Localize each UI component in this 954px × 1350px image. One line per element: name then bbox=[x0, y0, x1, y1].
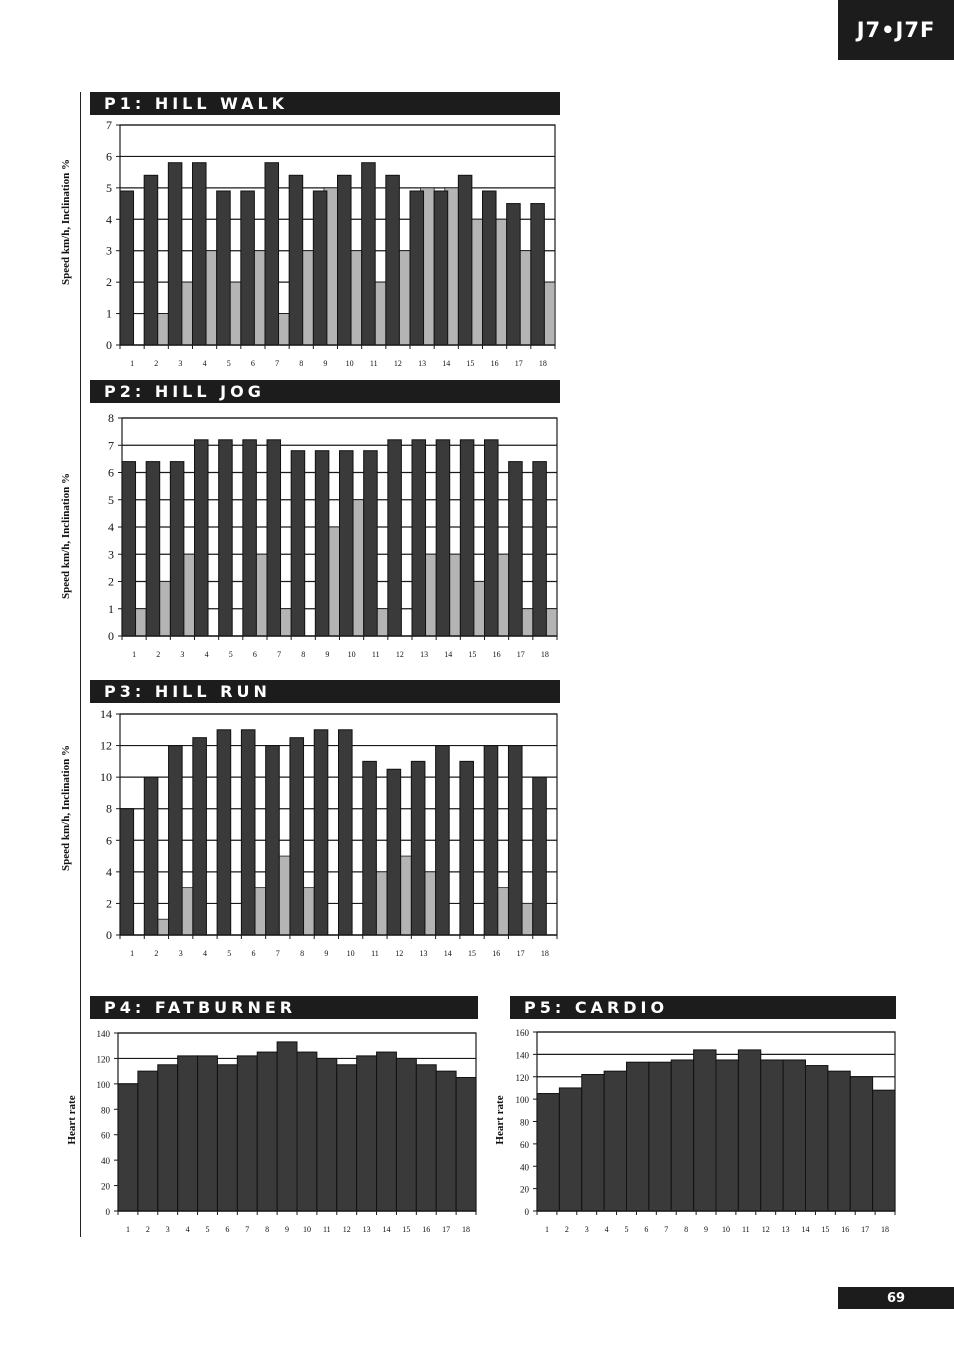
x-tick-label: 11 bbox=[741, 1225, 750, 1234]
x-tick-label: 6 bbox=[250, 359, 255, 368]
x-tick-label: 13 bbox=[420, 650, 429, 659]
y-tick-label: 12 bbox=[100, 738, 112, 753]
x-tick-label: 3 bbox=[584, 1225, 589, 1234]
x-tick-label: 11 bbox=[371, 650, 380, 659]
y-tick-label: 2 bbox=[106, 275, 112, 290]
y-tick-label: 1 bbox=[108, 601, 114, 616]
x-tick-label: 11 bbox=[322, 1225, 331, 1234]
x-tick-label: 8 bbox=[299, 359, 304, 368]
bar-heart-rate bbox=[806, 1066, 828, 1211]
y-tick-label: 140 bbox=[96, 1029, 110, 1039]
x-tick-label: 14 bbox=[443, 949, 452, 958]
y-tick-label: 100 bbox=[96, 1079, 110, 1090]
chart-title-p5: P5: CARDIO bbox=[510, 996, 896, 1019]
y-tick-label: 0 bbox=[524, 1207, 529, 1217]
x-tick-label: 10 bbox=[346, 949, 355, 958]
y-tick-label: 5 bbox=[108, 492, 114, 507]
y-tick-label: 1 bbox=[106, 306, 112, 321]
x-tick-label: 11 bbox=[369, 359, 378, 368]
x-tick-label: 4 bbox=[202, 949, 207, 958]
x-tick-label: 7 bbox=[275, 949, 280, 958]
x-tick-label: 4 bbox=[204, 650, 209, 659]
x-tick-label: 3 bbox=[165, 1225, 170, 1234]
x-tick-label: 6 bbox=[644, 1225, 649, 1234]
x-tick-label: 3 bbox=[178, 949, 183, 958]
x-tick-label: 16 bbox=[492, 949, 501, 958]
x-tick-label: 7 bbox=[245, 1225, 250, 1234]
y-tick-label: 40 bbox=[520, 1162, 529, 1173]
x-tick-label: 7 bbox=[275, 359, 280, 368]
y-tick-label: 100 bbox=[515, 1095, 529, 1106]
x-tick-label: 11 bbox=[371, 949, 379, 958]
x-tick-label: 14 bbox=[382, 1225, 391, 1234]
x-tick-label: 16 bbox=[490, 359, 499, 368]
x-tick-label: 13 bbox=[418, 359, 427, 368]
x-tick-label: 10 bbox=[345, 359, 354, 368]
x-tick-label: 1 bbox=[130, 359, 135, 368]
x-tick-label: 17 bbox=[516, 949, 525, 958]
x-tick-label: 7 bbox=[664, 1225, 669, 1234]
bar-heart-rate bbox=[716, 1060, 738, 1211]
x-tick-label: 15 bbox=[468, 949, 477, 958]
x-tick-label: 10 bbox=[347, 650, 356, 659]
x-tick-label: 9 bbox=[704, 1225, 709, 1234]
x-tick-label: 2 bbox=[154, 949, 159, 958]
x-tick-label: 2 bbox=[154, 359, 159, 368]
x-tick-label: 13 bbox=[419, 949, 428, 958]
x-tick-label: 12 bbox=[395, 949, 404, 958]
y-tick-label: 3 bbox=[108, 547, 114, 562]
y-tick-label: 140 bbox=[515, 1050, 529, 1061]
y-tick-label: 40 bbox=[101, 1156, 110, 1167]
y-tick-label: 6 bbox=[106, 833, 112, 848]
x-tick-label: 5 bbox=[226, 359, 231, 368]
x-tick-label: 8 bbox=[265, 1225, 270, 1234]
x-tick-label: 3 bbox=[180, 650, 185, 659]
y-tick-label: 4 bbox=[106, 864, 112, 879]
x-tick-label: 12 bbox=[342, 1225, 351, 1234]
x-tick-label: 1 bbox=[132, 650, 137, 659]
y-axis-label-p3: Speed km/h, Inclination % bbox=[60, 745, 72, 871]
chart-title-p3: P3: HILL RUN bbox=[90, 680, 560, 703]
x-tick-label: 18 bbox=[538, 359, 547, 368]
x-tick-label: 6 bbox=[251, 949, 256, 958]
y-tick-label: 60 bbox=[101, 1130, 110, 1141]
y-tick-label: 0 bbox=[108, 629, 114, 643]
x-tick-label: 17 bbox=[442, 1225, 451, 1234]
x-tick-label: 15 bbox=[466, 359, 475, 368]
x-tick-label: 17 bbox=[861, 1225, 870, 1234]
x-tick-label: 14 bbox=[801, 1225, 810, 1234]
x-tick-label: 18 bbox=[881, 1225, 890, 1234]
x-tick-label: 4 bbox=[604, 1225, 609, 1234]
page-number: 69 bbox=[838, 1287, 954, 1309]
x-tick-label: 3 bbox=[178, 359, 183, 368]
x-tick-label: 18 bbox=[540, 949, 549, 958]
x-tick-label: 4 bbox=[185, 1225, 190, 1234]
y-tick-label: 2 bbox=[106, 896, 112, 911]
bar-heart-rate bbox=[850, 1077, 872, 1211]
x-tick-label: 6 bbox=[252, 650, 257, 659]
x-tick-label: 9 bbox=[285, 1225, 290, 1234]
bar-heart-rate bbox=[828, 1071, 850, 1211]
x-tick-label: 5 bbox=[227, 949, 232, 958]
y-tick-label: 5 bbox=[106, 180, 112, 195]
chart-title-p1: P1: HILL WALK bbox=[90, 92, 560, 115]
x-tick-label: 16 bbox=[841, 1225, 850, 1234]
x-tick-label: 13 bbox=[362, 1225, 371, 1234]
y-tick-label: 2 bbox=[108, 574, 114, 589]
bar-heart-rate bbox=[761, 1060, 783, 1211]
x-tick-label: 4 bbox=[202, 359, 207, 368]
x-tick-label: 12 bbox=[761, 1225, 770, 1234]
x-tick-label: 14 bbox=[442, 359, 451, 368]
y-tick-label: 6 bbox=[108, 465, 114, 480]
x-tick-label: 1 bbox=[130, 949, 135, 958]
y-tick-label: 80 bbox=[101, 1105, 110, 1116]
x-tick-label: 17 bbox=[516, 650, 525, 659]
x-tick-label: 8 bbox=[684, 1225, 689, 1234]
x-tick-label: 9 bbox=[325, 650, 330, 659]
y-tick-label: 20 bbox=[520, 1184, 529, 1195]
y-tick-label: 20 bbox=[101, 1181, 110, 1192]
x-tick-label: 17 bbox=[514, 359, 523, 368]
y-tick-label: 8 bbox=[106, 801, 112, 816]
x-tick-label: 14 bbox=[444, 650, 453, 659]
bar-heart-rate bbox=[627, 1062, 649, 1211]
y-tick-label: 0 bbox=[105, 1207, 110, 1217]
y-tick-label: 7 bbox=[106, 118, 112, 132]
bar-heart-rate bbox=[559, 1088, 581, 1211]
bar-heart-rate bbox=[694, 1050, 716, 1211]
x-tick-label: 9 bbox=[323, 359, 328, 368]
x-tick-label: 16 bbox=[422, 1225, 431, 1234]
y-tick-label: 14 bbox=[100, 707, 112, 721]
x-tick-label: 1 bbox=[544, 1225, 549, 1234]
x-tick-label: 5 bbox=[205, 1225, 210, 1234]
y-axis-label-p4: Heart rate bbox=[66, 1095, 78, 1145]
x-tick-label: 15 bbox=[821, 1225, 830, 1234]
bar-heart-rate bbox=[738, 1050, 760, 1211]
bar-heart-rate bbox=[873, 1090, 895, 1211]
y-tick-label: 120 bbox=[96, 1054, 110, 1065]
x-tick-label: 1 bbox=[125, 1225, 130, 1234]
y-tick-label: 80 bbox=[520, 1117, 529, 1128]
chart-title-p4: P4: FATBURNER bbox=[90, 996, 478, 1019]
x-tick-label: 2 bbox=[156, 650, 161, 659]
x-tick-label: 12 bbox=[395, 650, 404, 659]
x-tick-label: 2 bbox=[564, 1225, 569, 1234]
x-tick-label: 12 bbox=[393, 359, 402, 368]
model-tab: J7•J7F bbox=[838, 0, 954, 60]
x-tick-label: 7 bbox=[277, 650, 282, 659]
y-axis-label-p5: Heart rate bbox=[494, 1095, 506, 1145]
y-tick-label: 3 bbox=[106, 243, 112, 258]
x-tick-label: 13 bbox=[781, 1225, 790, 1234]
y-tick-label: 10 bbox=[100, 770, 112, 785]
x-tick-label: 5 bbox=[228, 650, 233, 659]
x-tick-label: 16 bbox=[492, 650, 501, 659]
bar-heart-rate bbox=[537, 1094, 559, 1211]
y-tick-label: 4 bbox=[108, 520, 114, 534]
y-tick-label: 7 bbox=[108, 438, 114, 453]
x-tick-label: 5 bbox=[624, 1225, 629, 1234]
bar-heart-rate bbox=[649, 1062, 671, 1211]
bar-heart-rate bbox=[582, 1075, 604, 1211]
x-tick-label: 6 bbox=[225, 1225, 230, 1234]
y-axis-label-p2: Speed km/h, Inclination % bbox=[60, 473, 72, 599]
bar-heart-rate bbox=[604, 1071, 626, 1211]
x-tick-label: 10 bbox=[721, 1225, 730, 1234]
x-tick-label: 8 bbox=[300, 949, 305, 958]
y-tick-label: 60 bbox=[520, 1139, 529, 1150]
y-tick-label: 0 bbox=[106, 928, 112, 942]
x-tick-label: 18 bbox=[540, 650, 549, 659]
chart-title-p2: P2: HILL JOG bbox=[90, 380, 560, 403]
y-tick-label: 4 bbox=[106, 212, 112, 227]
bar-heart-rate bbox=[783, 1060, 805, 1211]
y-tick-label: 0 bbox=[106, 338, 112, 352]
x-tick-label: 9 bbox=[324, 949, 329, 958]
x-tick-label: 15 bbox=[402, 1225, 411, 1234]
y-tick-label: 120 bbox=[515, 1072, 529, 1083]
y-tick-label: 160 bbox=[515, 1028, 529, 1038]
y-axis-label-p1: Speed km/h, Inclination % bbox=[60, 159, 72, 285]
x-tick-label: 18 bbox=[462, 1225, 471, 1234]
y-tick-label: 6 bbox=[106, 149, 112, 164]
bar-heart-rate bbox=[671, 1060, 693, 1211]
y-tick-label: 8 bbox=[108, 411, 114, 425]
x-tick-label: 8 bbox=[301, 650, 306, 659]
x-tick-label: 2 bbox=[145, 1225, 150, 1234]
x-tick-label: 10 bbox=[302, 1225, 311, 1234]
x-tick-label: 15 bbox=[468, 650, 477, 659]
